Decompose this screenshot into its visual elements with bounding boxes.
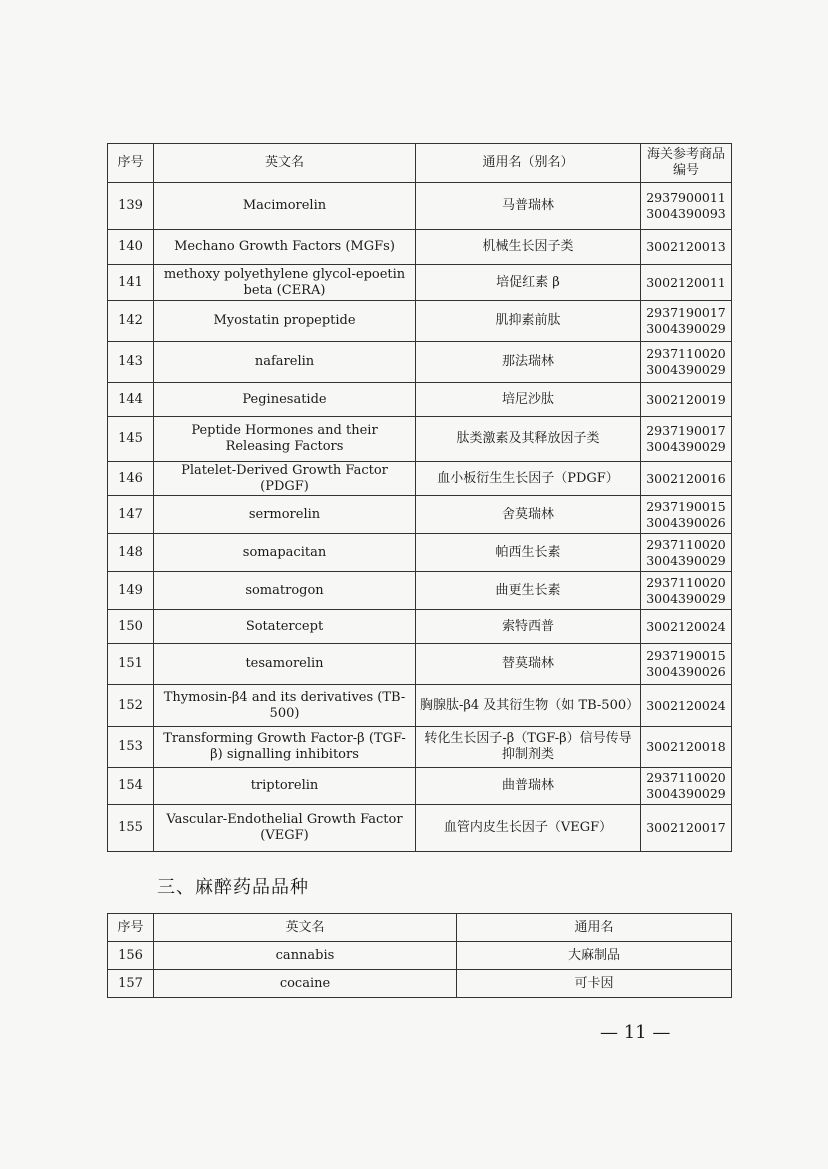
header-index: 序号 <box>108 144 154 183</box>
header-common-name: 通用名 <box>457 914 732 942</box>
row-index: 153 <box>108 727 154 768</box>
customs-code: 3002120013 <box>646 239 726 254</box>
table-row <box>108 685 732 727</box>
row-english-name: Vascular-Endothelial Growth Factor (VEGF) <box>154 805 416 852</box>
row-index: 142 <box>108 301 154 342</box>
row-common-name: 索特西普 <box>416 610 641 644</box>
row-index: 157 <box>108 970 154 998</box>
row-common-name: 马普瑞林 <box>416 183 641 230</box>
row-index: 154 <box>108 768 154 805</box>
table-row <box>108 230 732 265</box>
row-common-name: 舍莫瑞林 <box>416 496 641 534</box>
row-english-name: methoxy polyethylene glycol-epoetin beta (CERA) <box>154 265 416 301</box>
table-row <box>108 383 732 417</box>
row-index: 156 <box>108 942 154 970</box>
row-english-name: Thymosin-β4 and its derivatives (TB-500) <box>154 685 416 727</box>
row-customs-codes <box>641 342 732 383</box>
table-row <box>108 610 732 644</box>
table-row <box>108 534 732 572</box>
row-english-name: Platelet-Derived Growth Factor (PDGF) <box>154 462 416 496</box>
customs-code: 3004390093 <box>646 206 726 221</box>
row-index: 155 <box>108 805 154 852</box>
row-index: 152 <box>108 685 154 727</box>
customs-code: 3002120024 <box>646 618 726 634</box>
row-common-name: 机械生长因子类 <box>416 230 641 265</box>
row-common-name: 帕西生长素 <box>416 534 641 572</box>
section-title-narcotics: 三、麻醉药品品种 <box>157 877 309 898</box>
row-customs-codes <box>641 727 732 768</box>
customs-code: 3004390029 <box>646 439 726 454</box>
row-customs-codes <box>641 265 732 301</box>
customs-code: 2937190015 <box>646 648 726 663</box>
row-customs-codes <box>641 685 732 727</box>
customs-code: 2937110020 <box>646 346 726 361</box>
row-customs-codes <box>641 301 732 342</box>
customs-code: 2937110020 <box>646 574 726 590</box>
row-english-name: Peginesatide <box>154 383 416 417</box>
peptide-hormones-table <box>107 143 732 852</box>
row-index: 150 <box>108 610 154 644</box>
table-row <box>108 805 732 852</box>
table-row <box>108 462 732 496</box>
row-english-name: somatrogon <box>154 572 416 610</box>
row-customs-codes <box>641 805 732 852</box>
row-common-name: 血管内皮生长因子（VEGF） <box>416 805 641 852</box>
customs-code: 2937110020 <box>646 536 726 552</box>
row-index: 141 <box>108 265 154 301</box>
row-index: 149 <box>108 572 154 610</box>
customs-code: 3004390029 <box>646 321 726 336</box>
row-english-name: somapacitan <box>154 534 416 572</box>
row-customs-codes <box>641 183 732 230</box>
row-customs-codes <box>641 768 732 805</box>
table-row <box>108 572 732 610</box>
customs-code: 3004390026 <box>646 664 726 679</box>
row-english-name: nafarelin <box>154 342 416 383</box>
customs-code: 3002120024 <box>646 697 726 713</box>
row-common-name: 胸腺肽-β4 及其衍生物（如 TB-500） <box>416 685 641 727</box>
row-common-name: 血小板衍生生长因子（PDGF） <box>416 462 641 496</box>
table-header-row <box>108 144 732 183</box>
row-common-name: 那法瑞林 <box>416 342 641 383</box>
customs-code: 2937190017 <box>646 423 726 438</box>
row-customs-codes <box>641 383 732 417</box>
customs-code: 3002120016 <box>646 470 726 486</box>
customs-code: 2937110020 <box>646 770 726 785</box>
customs-code: 2937190015 <box>646 498 726 514</box>
row-index: 146 <box>108 462 154 496</box>
row-index: 144 <box>108 383 154 417</box>
row-english-name: cocaine <box>154 970 457 998</box>
customs-code: 3002120017 <box>646 820 726 835</box>
customs-code: 2937900011 <box>646 190 726 205</box>
row-customs-codes <box>641 462 732 496</box>
header-english-name: 英文名 <box>154 914 457 942</box>
header-english-name: 英文名 <box>154 144 416 183</box>
row-index: 140 <box>108 230 154 265</box>
row-customs-codes <box>641 534 732 572</box>
header-customs-code: 海关参考商品编号 <box>641 144 732 183</box>
table-header-row <box>108 914 732 942</box>
table-row <box>108 768 732 805</box>
row-index: 139 <box>108 183 154 230</box>
row-english-name: cannabis <box>154 942 457 970</box>
table-row <box>108 970 732 998</box>
row-common-name: 肌抑素前肽 <box>416 301 641 342</box>
row-common-name: 替莫瑞林 <box>416 644 641 685</box>
customs-code: 3004390029 <box>646 590 726 606</box>
row-english-name: Macimorelin <box>154 183 416 230</box>
row-english-name: Mechano Growth Factors (MGFs) <box>154 230 416 265</box>
customs-code: 3004390029 <box>646 362 726 377</box>
row-english-name: Peptide Hormones and their Releasing Factors <box>154 417 416 462</box>
customs-code: 3004390029 <box>646 552 726 568</box>
row-common-name: 培尼沙肽 <box>416 383 641 417</box>
customs-code: 3004390029 <box>646 786 726 801</box>
table-row <box>108 301 732 342</box>
row-customs-codes <box>641 644 732 685</box>
customs-code: 3002120011 <box>646 274 726 290</box>
row-common-name: 培促红素 β <box>416 265 641 301</box>
row-customs-codes <box>641 417 732 462</box>
table-row <box>108 644 732 685</box>
table-row <box>108 496 732 534</box>
header-index: 序号 <box>108 914 154 942</box>
row-index: 148 <box>108 534 154 572</box>
row-common-name: 大麻制品 <box>457 942 732 970</box>
row-customs-codes <box>641 610 732 644</box>
row-index: 147 <box>108 496 154 534</box>
table-row <box>108 417 732 462</box>
narcotics-table <box>107 913 732 998</box>
row-index: 151 <box>108 644 154 685</box>
row-index: 145 <box>108 417 154 462</box>
table-row <box>108 942 732 970</box>
table-row <box>108 342 732 383</box>
customs-code: 3004390026 <box>646 514 726 530</box>
table-row <box>108 183 732 230</box>
customs-code: 3002120019 <box>646 391 726 407</box>
row-english-name: Transforming Growth Factor-β (TGF-β) signalling inhibitors <box>154 727 416 768</box>
row-english-name: Myostatin propeptide <box>154 301 416 342</box>
row-english-name: triptorelin <box>154 768 416 805</box>
row-english-name: Sotatercept <box>154 610 416 644</box>
row-common-name: 曲更生长素 <box>416 572 641 610</box>
table-row <box>108 265 732 301</box>
table-row <box>108 727 732 768</box>
row-english-name: sermorelin <box>154 496 416 534</box>
row-english-name: tesamorelin <box>154 644 416 685</box>
row-common-name: 肽类激素及其释放因子类 <box>416 417 641 462</box>
row-common-name: 曲普瑞林 <box>416 768 641 805</box>
page-number: — 11 — <box>600 1022 671 1043</box>
customs-code: 3002120018 <box>646 739 726 754</box>
row-common-name: 可卡因 <box>457 970 732 998</box>
row-index: 143 <box>108 342 154 383</box>
row-common-name: 转化生长因子-β（TGF-β）信号传导抑制剂类 <box>416 727 641 768</box>
row-customs-codes <box>641 496 732 534</box>
row-customs-codes <box>641 230 732 265</box>
row-customs-codes <box>641 572 732 610</box>
header-common-name: 通用名（别名） <box>416 144 641 183</box>
customs-code: 2937190017 <box>646 305 726 320</box>
